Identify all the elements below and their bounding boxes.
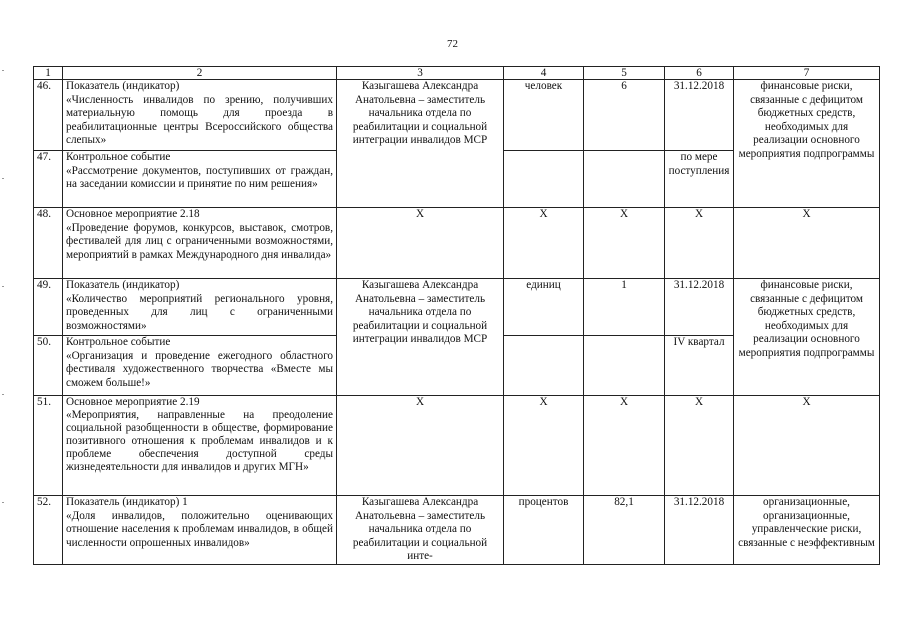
unit-cell (504, 151, 584, 208)
table-row (34, 80, 880, 151)
responsible-cell: Х (337, 208, 504, 279)
unit-cell: единиц (504, 279, 584, 336)
unit-cell: процентов (504, 496, 584, 565)
page-number: 72 (447, 38, 458, 50)
row-number: 46. (34, 80, 63, 151)
row-title: Контрольное событие (66, 151, 171, 163)
risks-cell: финансовые риски, связанные с дефицитом бюджетных средств, необходимых для реализации основного мероприятия подпрограммы (734, 80, 880, 208)
column-number: 3 (337, 67, 504, 80)
row-description (63, 208, 337, 279)
column-number: 2 (63, 67, 337, 80)
risks-cell: финансовые риски, связанные с дефицитом бюджетных средств, необходимых для реализации основного мероприятия подпрограммы (734, 279, 880, 396)
value-cell: Х (584, 208, 665, 279)
table-row (34, 279, 880, 336)
date-cell: по мере поступления (665, 151, 734, 208)
row-title: Показатель (индикатор) (66, 80, 180, 92)
row-description (63, 496, 337, 565)
column-number: 4 (504, 67, 584, 80)
unit-cell: Х (504, 208, 584, 279)
margin-mark (2, 394, 4, 395)
date-cell: 31.12.2018 (665, 279, 734, 336)
date-cell: 31.12.2018 (665, 80, 734, 151)
date-cell: Х (665, 396, 734, 496)
row-title: Показатель (индикатор) (66, 279, 180, 291)
row-text: «Мероприятия, направленные на преодоление социальной разобщенности в обществе, формирование позитивного отношения к проблемам инвалидов и к проблеме обеспечения доступной среды жизнедеятельности для инвалидов и других МГН» (66, 409, 333, 473)
row-number: 52. (34, 496, 63, 565)
row-text: «Количество мероприятий регионального уровня, проведенных для лиц с ограниченными возможностями» (66, 292, 333, 332)
column-number: 6 (665, 67, 734, 80)
row-number: 51. (34, 396, 63, 496)
responsible-cell: Казыгашева Александра Анатольевна – заместитель начальника отдела по реабилитации и социальной инте- (337, 496, 504, 565)
value-cell: 82,1 (584, 496, 665, 565)
row-text: «Доля инвалидов, положительно оценивающих отношение населения к проблемам инвалидов, в общей численности опрошенных инвалидов» (66, 509, 333, 549)
row-title: Основное мероприятие 2.18 (66, 208, 200, 220)
responsible-cell: Казыгашева Александра Анатольевна – заместитель начальника отдела по реабилитации и социальной интеграции инвалидов МСР (337, 279, 504, 396)
row-title: Основное мероприятие 2.19 (66, 396, 200, 408)
date-cell: IV квартал (665, 336, 734, 396)
column-number-row (34, 67, 880, 80)
date-cell: Х (665, 208, 734, 279)
row-text: «Проведение форумов, конкурсов, выставок, смотров, фестивалей для лиц с ограниченными возможностями, мероприятий в рамках Международного дня инвалида» (66, 221, 333, 261)
unit-cell (504, 336, 584, 396)
value-cell: Х (584, 396, 665, 496)
value-cell (584, 151, 665, 208)
row-text: «Рассмотрение документов, поступивших от граждан, на заседании комиссии и принятие по ним решения» (66, 164, 333, 190)
table-row (34, 208, 880, 279)
date-cell: 31.12.2018 (665, 496, 734, 565)
margin-mark (2, 502, 4, 503)
margin-mark (2, 70, 4, 71)
row-number: 50. (34, 336, 63, 396)
row-number: 47. (34, 151, 63, 208)
value-cell: 1 (584, 279, 665, 336)
risks-cell: Х (734, 396, 880, 496)
row-title: Показатель (индикатор) 1 (66, 496, 188, 508)
table-row (34, 496, 880, 565)
risks-cell: организационные, организационные, управленческие риски, связанные с неэффективным (734, 496, 880, 565)
value-cell: 6 (584, 80, 665, 151)
column-number: 5 (584, 67, 665, 80)
table-row (34, 396, 880, 496)
row-description (63, 279, 337, 336)
row-description (63, 396, 337, 496)
row-number: 48. (34, 208, 63, 279)
row-text: «Численность инвалидов по зрению, получивших материальную помощь для проезда в реабилитационные центры Всероссийского общества слепых» (66, 93, 333, 146)
row-description (63, 336, 337, 396)
unit-cell: Х (504, 396, 584, 496)
column-number: 7 (734, 67, 880, 80)
row-number: 49. (34, 279, 63, 336)
responsible-cell: Х (337, 396, 504, 496)
plan-table (33, 66, 880, 565)
row-text: «Организация и проведение ежегодного областного фестиваля художественного творчества «Вместе мы сможем больше!» (66, 349, 333, 389)
margin-mark (2, 286, 4, 287)
value-cell (584, 336, 665, 396)
risks-cell: Х (734, 208, 880, 279)
responsible-cell: Казыгашева Александра Анатольевна – заместитель начальника отдела по реабилитации и социальной интеграции инвалидов МСР (337, 80, 504, 208)
row-title: Контрольное событие (66, 336, 171, 348)
row-description (63, 151, 337, 208)
margin-mark (2, 178, 4, 179)
row-description (63, 80, 337, 151)
column-number: 1 (34, 67, 63, 80)
unit-cell: человек (504, 80, 584, 151)
